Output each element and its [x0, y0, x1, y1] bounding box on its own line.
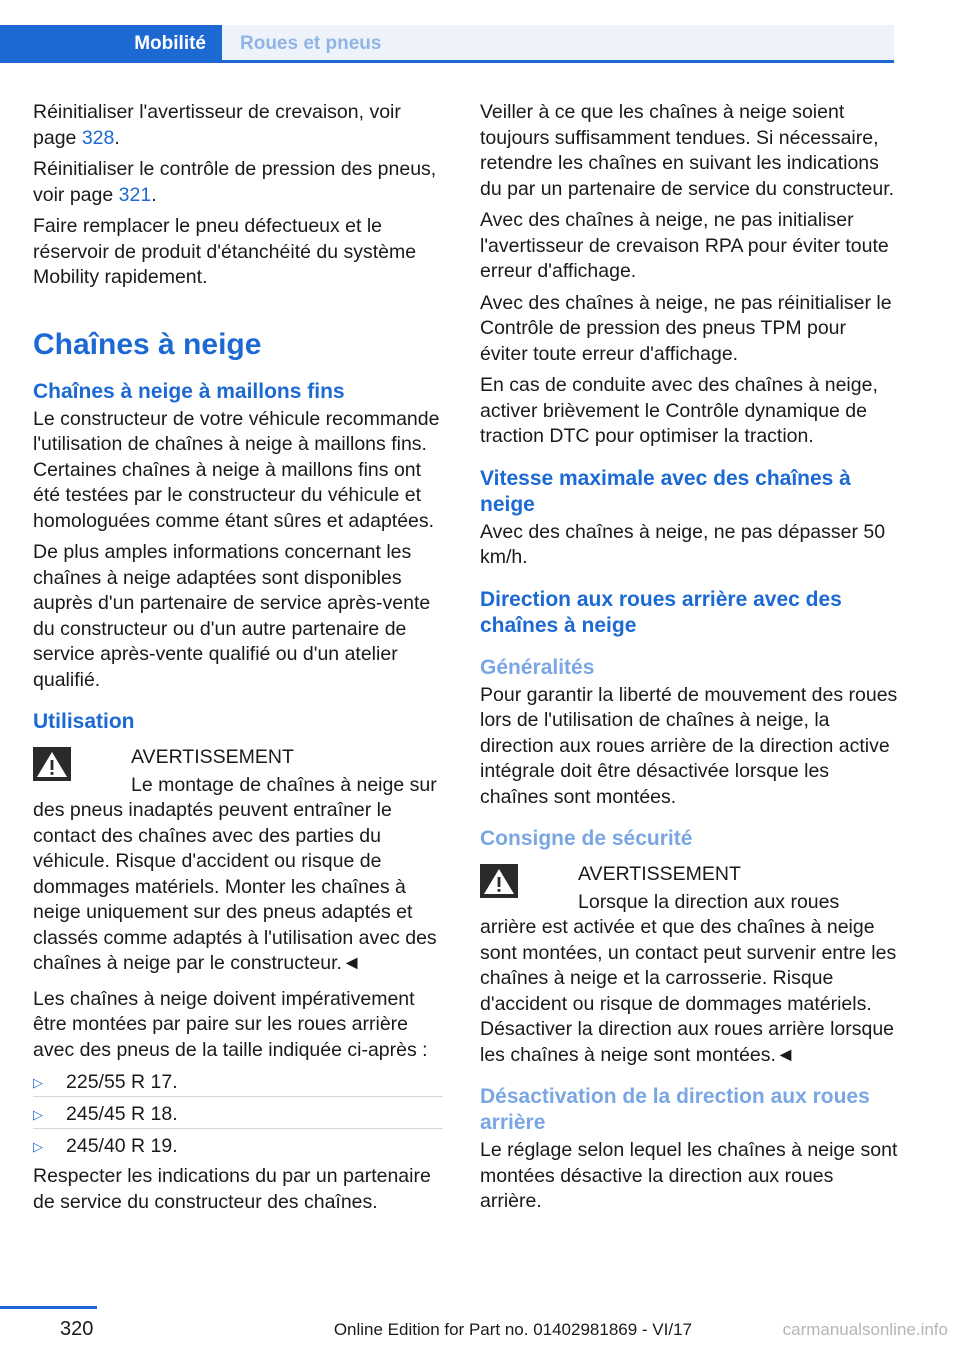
watermark: carmanualsonline.info [782, 1320, 948, 1339]
paragraph: Les chaînes à neige doivent impérativement être montées par paire sur les roues arrière avec des pneus de la taille indiquée ci-après : [33, 987, 428, 1061]
right-column [480, 100, 898, 1221]
paragraph: Le constructeur de votre véhicule recommande l'utilisation de chaînes à neige à maillons fins. Certaines chaînes à neige à maillons fins ont été testées par le constructeur du véhicule et homologuées comme étant sûres et adaptées. [33, 407, 440, 532]
warning-text: Lorsque la direction aux roues arrière est activée et que des chaînes à neige sont montées, un contact peut survenir entre les chaînes à neige et la carrosserie. Risque d'accident ou risque de dommages matériels. Désactiver la direction aux roues arrière lorsque les chaînes à neige sont montées.◄ [480, 890, 897, 1066]
tab-underline [0, 60, 894, 63]
footer-accent-line [0, 1306, 97, 1309]
paragraph: Réinitialiser le contrôle de pression des pneus, voir page 321. [33, 158, 437, 206]
paragraph: Respecter les indications du par un partenaire de service du constructeur des chaînes. [33, 1165, 431, 1213]
paragraph: De plus amples informations concernant les chaînes à neige adaptées sont disponibles auprès d'un partenaire de service après-vente du constructeur ou d'un autre partenaire de service après-vente qualifié ou d'un atelier qualifié. [33, 541, 431, 691]
list-item: ▷ 245/40 R 19. [33, 1133, 443, 1160]
paragraph: Veiller à ce que les chaînes à neige soient toujours suffisamment tendues. Si nécessaire, retendre les chaînes en suivant les indications du par un partenaire de service du constructeur. [480, 101, 895, 200]
tab-mobilite[interactable]: Mobilité [0, 25, 222, 62]
sub-subsection-title: Généralités [480, 655, 595, 679]
warning-title: AVERTISSEMENT [131, 746, 294, 768]
paragraph: Pour garantir la liberté de mouvement des roues lors de l'utilisation de chaînes à neige, la direction aux roues arrière de la direction active intégrale doit être désactivée lorsque les chaînes sont montées. [480, 683, 898, 808]
warning-text: Le montage de chaînes à neige sur des pneus inadaptés peuvent entraîner le contact des chaînes avec des parties du véhicule. Risque d'accident ou risque de dommages matériels. Monter les chaînes à neige uniquement sur des pneus adaptés et classés comme adaptés à l'utilisation avec des chaînes à neige par le constructeur.◄ [33, 773, 437, 974]
warning-block [480, 862, 898, 1068]
paragraph: En cas de conduite avec des chaînes à neige, activer brièvement le Contrôle dynamique de traction DTC pour optimiser la traction. [480, 374, 878, 447]
section-title: Chaînes à neige [33, 327, 262, 361]
subsection-title: Vitesse maximale avec des chaînes à neige [480, 466, 851, 516]
triangle-bullet-icon: ▷ [33, 1107, 43, 1122]
edition-note: Online Edition for Part no. 01402981869 - VI/17 [333, 1320, 692, 1339]
paragraph: Faire remplacer le pneu défectueux et le réservoir de produit d'étanchéité du système Mobility rapidement. [33, 215, 417, 288]
list-item: ▷ 245/45 R 18. [33, 1101, 443, 1129]
warning-block [33, 745, 443, 977]
subsection-title: Chaînes à neige à maillons fins [33, 379, 345, 403]
paragraph: Avec des chaînes à neige, ne pas dépasser 50 km/h. [480, 520, 886, 568]
paragraph: Avec des chaînes à neige, ne pas initialiser l'avertisseur de crevaison RPA pour éviter toute erreur d'affichage. [480, 209, 889, 282]
sub-subsection-title: Désactivation de la direction aux roues arrière [480, 1085, 870, 1134]
chapter-tabbar [0, 0, 894, 64]
subsection-title: Direction aux roues arrière avec des chaînes à neige [480, 587, 842, 637]
page-link-328[interactable]: 328 [81, 126, 115, 149]
page-number: 320 [60, 1318, 94, 1340]
page-link-321[interactable]: 321 [118, 183, 152, 206]
warning-triangle-icon [480, 864, 518, 898]
paragraph: Avec des chaînes à neige, ne pas réinitialiser le Contrôle de pression des pneus TPM pour éviter toute erreur d'affichage. [480, 291, 892, 365]
triangle-bullet-icon: ▷ [33, 1139, 43, 1154]
paragraph: Réinitialiser l'avertisseur de crevaison, voir page 328. [33, 101, 401, 149]
sub-subsection-title: Consigne de sécurité [480, 827, 693, 850]
list-item: ▷ 225/55 R 17. [33, 1069, 443, 1097]
tire-size-list [33, 1069, 443, 1160]
paragraph: Le réglage selon lequel les chaînes à neige sont montées désactive la direction aux roues arrière. [480, 1139, 898, 1212]
subsection-title: Utilisation [33, 710, 135, 733]
left-column [33, 100, 443, 1221]
triangle-bullet-icon: ▷ [33, 1075, 43, 1090]
tab-roues-et-pneus[interactable]: Roues et pneus [222, 25, 894, 62]
warning-triangle-icon [33, 747, 71, 781]
warning-title: AVERTISSEMENT [578, 863, 741, 885]
